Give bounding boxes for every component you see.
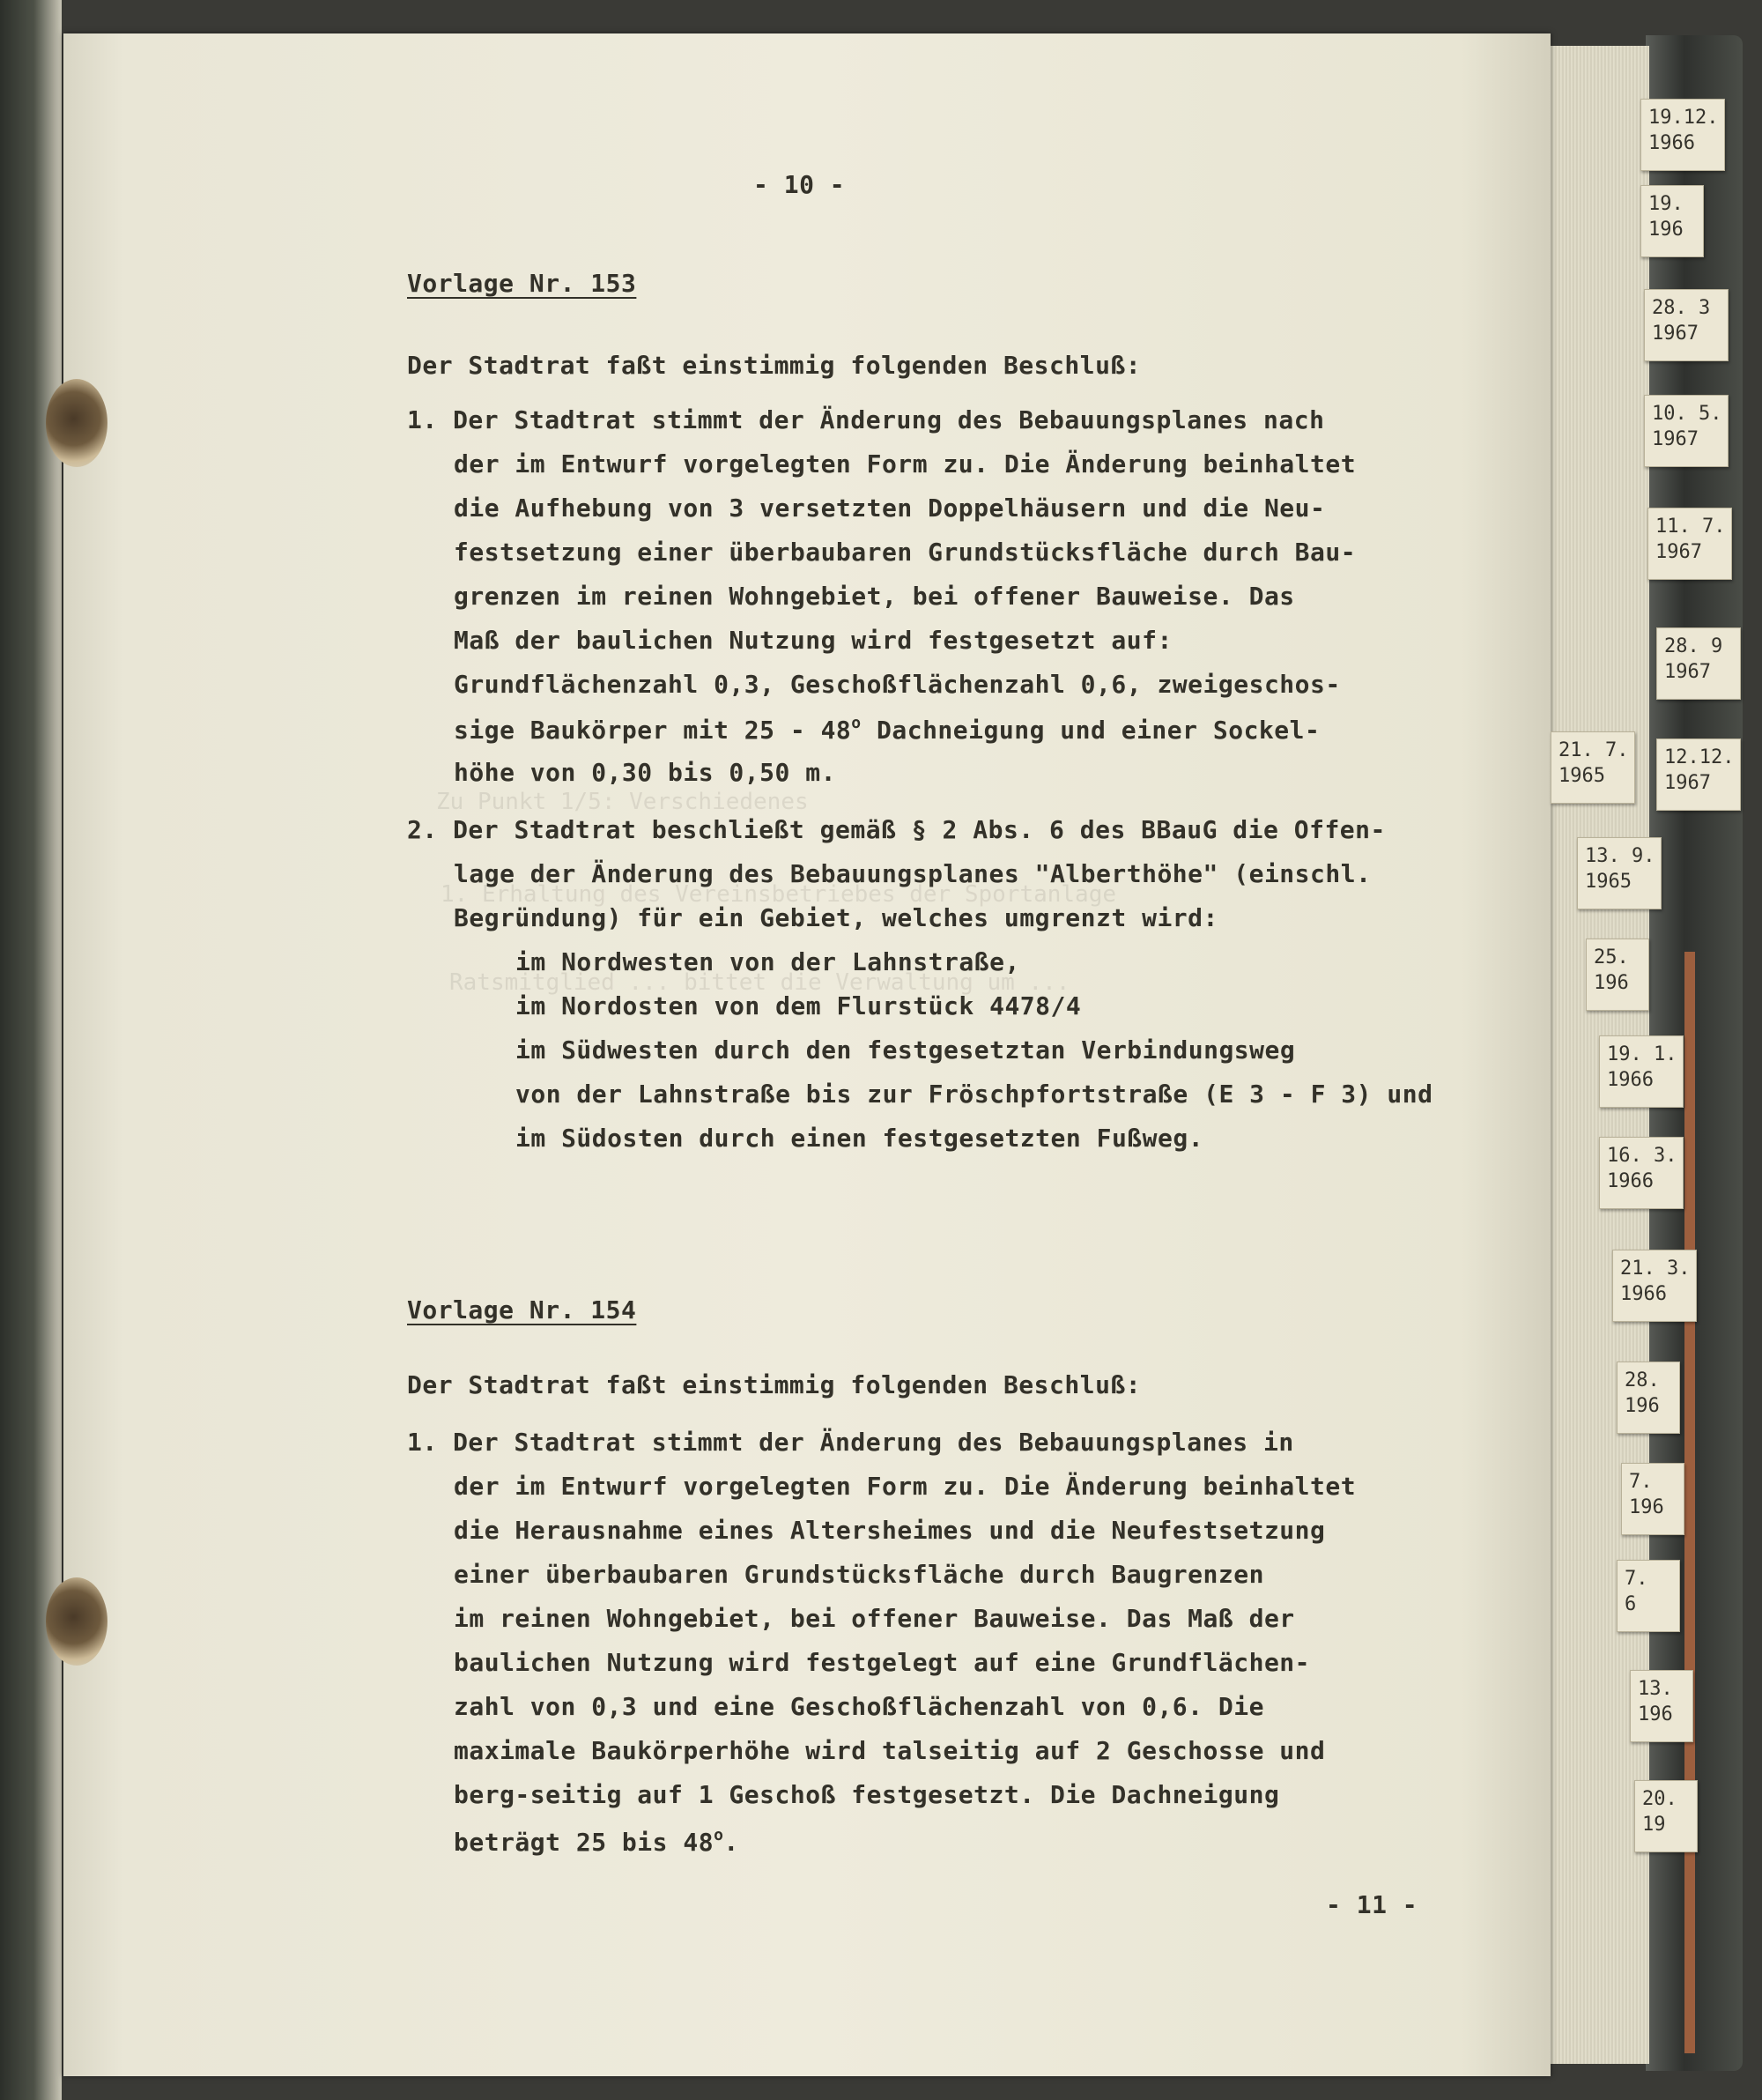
date-tab[interactable]: 28. 9 1967	[1656, 627, 1741, 700]
date-tab[interactable]: 19. 196	[1640, 185, 1704, 257]
date-tab[interactable]: 10. 5. 1967	[1644, 395, 1729, 467]
vorlage-153-boundary-line: im Nordwesten von der Lahnstraße,	[515, 947, 1020, 976]
vorlage-154-heading: Vorlage Nr. 154	[407, 1295, 637, 1325]
show-through-line: Zu Punkt 1/5: Verschiedenes	[436, 789, 809, 815]
vorlage-154-item1-line: maximale Baukörperhöhe wird talseitig auf 2 Geschosse und	[454, 1736, 1326, 1765]
vorlage-153-boundary-line: im Südosten durch einen festgesetzten Fußweg.	[515, 1124, 1204, 1153]
vorlage-153-heading: Vorlage Nr. 153	[407, 269, 637, 298]
date-tab[interactable]: 13. 9. 1965	[1577, 837, 1662, 909]
vorlage-153-item1-line: die Aufhebung von 3 versetzten Doppelhäusern und die Neu-	[454, 493, 1326, 523]
vorlage-153-item1-line: 1. Der Stadtrat stimmt der Änderung des Bebauungsplanes nach	[407, 405, 1325, 434]
vorlage-154-item1-line: berg-seitig auf 1 Geschoß festgesetzt. Die Dachneigung	[454, 1780, 1280, 1809]
vorlage-153-boundary-line: im Südwesten durch den festgesetztan Verbindungsweg	[515, 1035, 1296, 1065]
vorlage-154-item1-line: der im Entwurf vorgelegten Form zu. Die Änderung beinhaltet	[454, 1472, 1357, 1501]
date-tab[interactable]: 12.12. 1967	[1656, 738, 1741, 811]
vorlage-154-item1-text: beträgt 25 bis 48	[454, 1828, 714, 1857]
vorlage-154-intro: Der Stadtrat faßt einstimmig folgenden Beschluß:	[407, 1370, 1142, 1399]
punch-hole-top	[46, 379, 107, 467]
date-tab[interactable]: 28. 3 1967	[1644, 289, 1729, 361]
vorlage-153-item2-line: lage der Änderung des Bebauungsplanes "Alberthöhe" (einschl.	[454, 859, 1372, 888]
vorlage-153-intro: Der Stadtrat faßt einstimmig folgenden Beschluß:	[407, 351, 1142, 380]
date-tab[interactable]: 21. 7. 1965	[1551, 731, 1635, 804]
vorlage-154-item1-line: 1. Der Stadtrat stimmt der Änderung des Bebauungsplanes in	[407, 1428, 1294, 1457]
vorlage-154-item1-line: zahl von 0,3 und eine Geschoßflächenzahl von 0,6. Die	[454, 1692, 1264, 1721]
final-period: .	[723, 1828, 739, 1857]
vorlage-153-item1-line: höhe von 0,30 bis 0,50 m.	[454, 758, 836, 787]
date-tab[interactable]: 7. 196	[1621, 1463, 1684, 1535]
vorlage-153-item2-line: 2. Der Stadtrat beschließt gemäß § 2 Abs. 6 des BBauG die Offen-	[407, 815, 1386, 844]
vorlage-153-boundary-line: im Nordosten von dem Flurstück 4478/4	[515, 991, 1082, 1020]
degree-sign: o	[851, 714, 862, 732]
date-tab[interactable]: 11. 7. 1967	[1647, 508, 1732, 580]
punch-hole-bottom	[46, 1577, 107, 1666]
date-tab[interactable]: 28. 196	[1617, 1362, 1680, 1434]
degree-sign: o	[714, 1826, 724, 1844]
vorlage-153-item1-line: grenzen im reinen Wohngebiet, bei offener Bauweise. Das	[454, 582, 1295, 611]
date-tab[interactable]: 16. 3. 1966	[1599, 1137, 1684, 1209]
vorlage-154-item1-line: einer überbaubaren Grundstücksfläche durch Baugrenzen	[454, 1560, 1264, 1589]
show-through-line: 1. Erhaltung des Vereinsbetriebes der Sportanlage	[440, 881, 1117, 908]
vorlage-153-item1-line: festsetzung einer überbaubaren Grundstücksfläche durch Bau-	[454, 538, 1357, 567]
page-number-top: - 10 -	[753, 170, 846, 199]
vorlage-153-item1-text: Dachneigung und einer Sockel-	[877, 716, 1321, 745]
date-tab[interactable]: 19. 1. 1966	[1599, 1035, 1684, 1108]
show-through-line: Ratsmitglied ... bittet die Verwaltung um ...	[449, 969, 1070, 996]
vorlage-153-item1-line: Maß der baulichen Nutzung wird festgesetzt auf:	[454, 626, 1173, 655]
vorlage-154-item1-line	[454, 1826, 739, 1857]
date-tab[interactable]: 19.12. 1966	[1640, 99, 1725, 171]
vorlage-153-boundary-line: von der Lahnstraße bis zur Fröschpfortstraße (E 3 - F 3) und	[515, 1080, 1433, 1109]
vorlage-154-item1-line: im reinen Wohngebiet, bei offener Bauweise. Das Maß der	[454, 1604, 1295, 1633]
date-tab[interactable]: 7. 6	[1617, 1560, 1680, 1632]
date-tab[interactable]: 25. 196	[1586, 939, 1649, 1011]
date-tab[interactable]: 13. 196	[1630, 1670, 1693, 1742]
binder-left-edge	[0, 0, 62, 2100]
date-tab[interactable]: 21. 3. 1966	[1612, 1250, 1697, 1322]
vorlage-153-item2-line: Begründung) für ein Gebiet, welches umgrenzt wird:	[454, 903, 1218, 932]
vorlage-153-item1-line: der im Entwurf vorgelegten Form zu. Die Änderung beinhaltet	[454, 449, 1357, 479]
page-number-bottom: - 11 -	[1326, 1890, 1418, 1919]
date-tab[interactable]: 20. 19	[1634, 1780, 1698, 1852]
vorlage-153-item1-line: Grundflächenzahl 0,3, Geschoßflächenzahl 0,6, zweigeschos-	[454, 670, 1341, 699]
vorlage-154-item1-line: die Herausnahme eines Altersheimes und die Neufestsetzung	[454, 1516, 1326, 1545]
vorlage-153-item1-text: sige Baukörper mit 25 - 48	[454, 716, 852, 745]
vorlage-153-item1-line	[454, 714, 1320, 745]
vorlage-154-item1-line: baulichen Nutzung wird festgelegt auf eine Grundflächen-	[454, 1648, 1311, 1677]
spine-edge-band	[1684, 952, 1695, 2053]
